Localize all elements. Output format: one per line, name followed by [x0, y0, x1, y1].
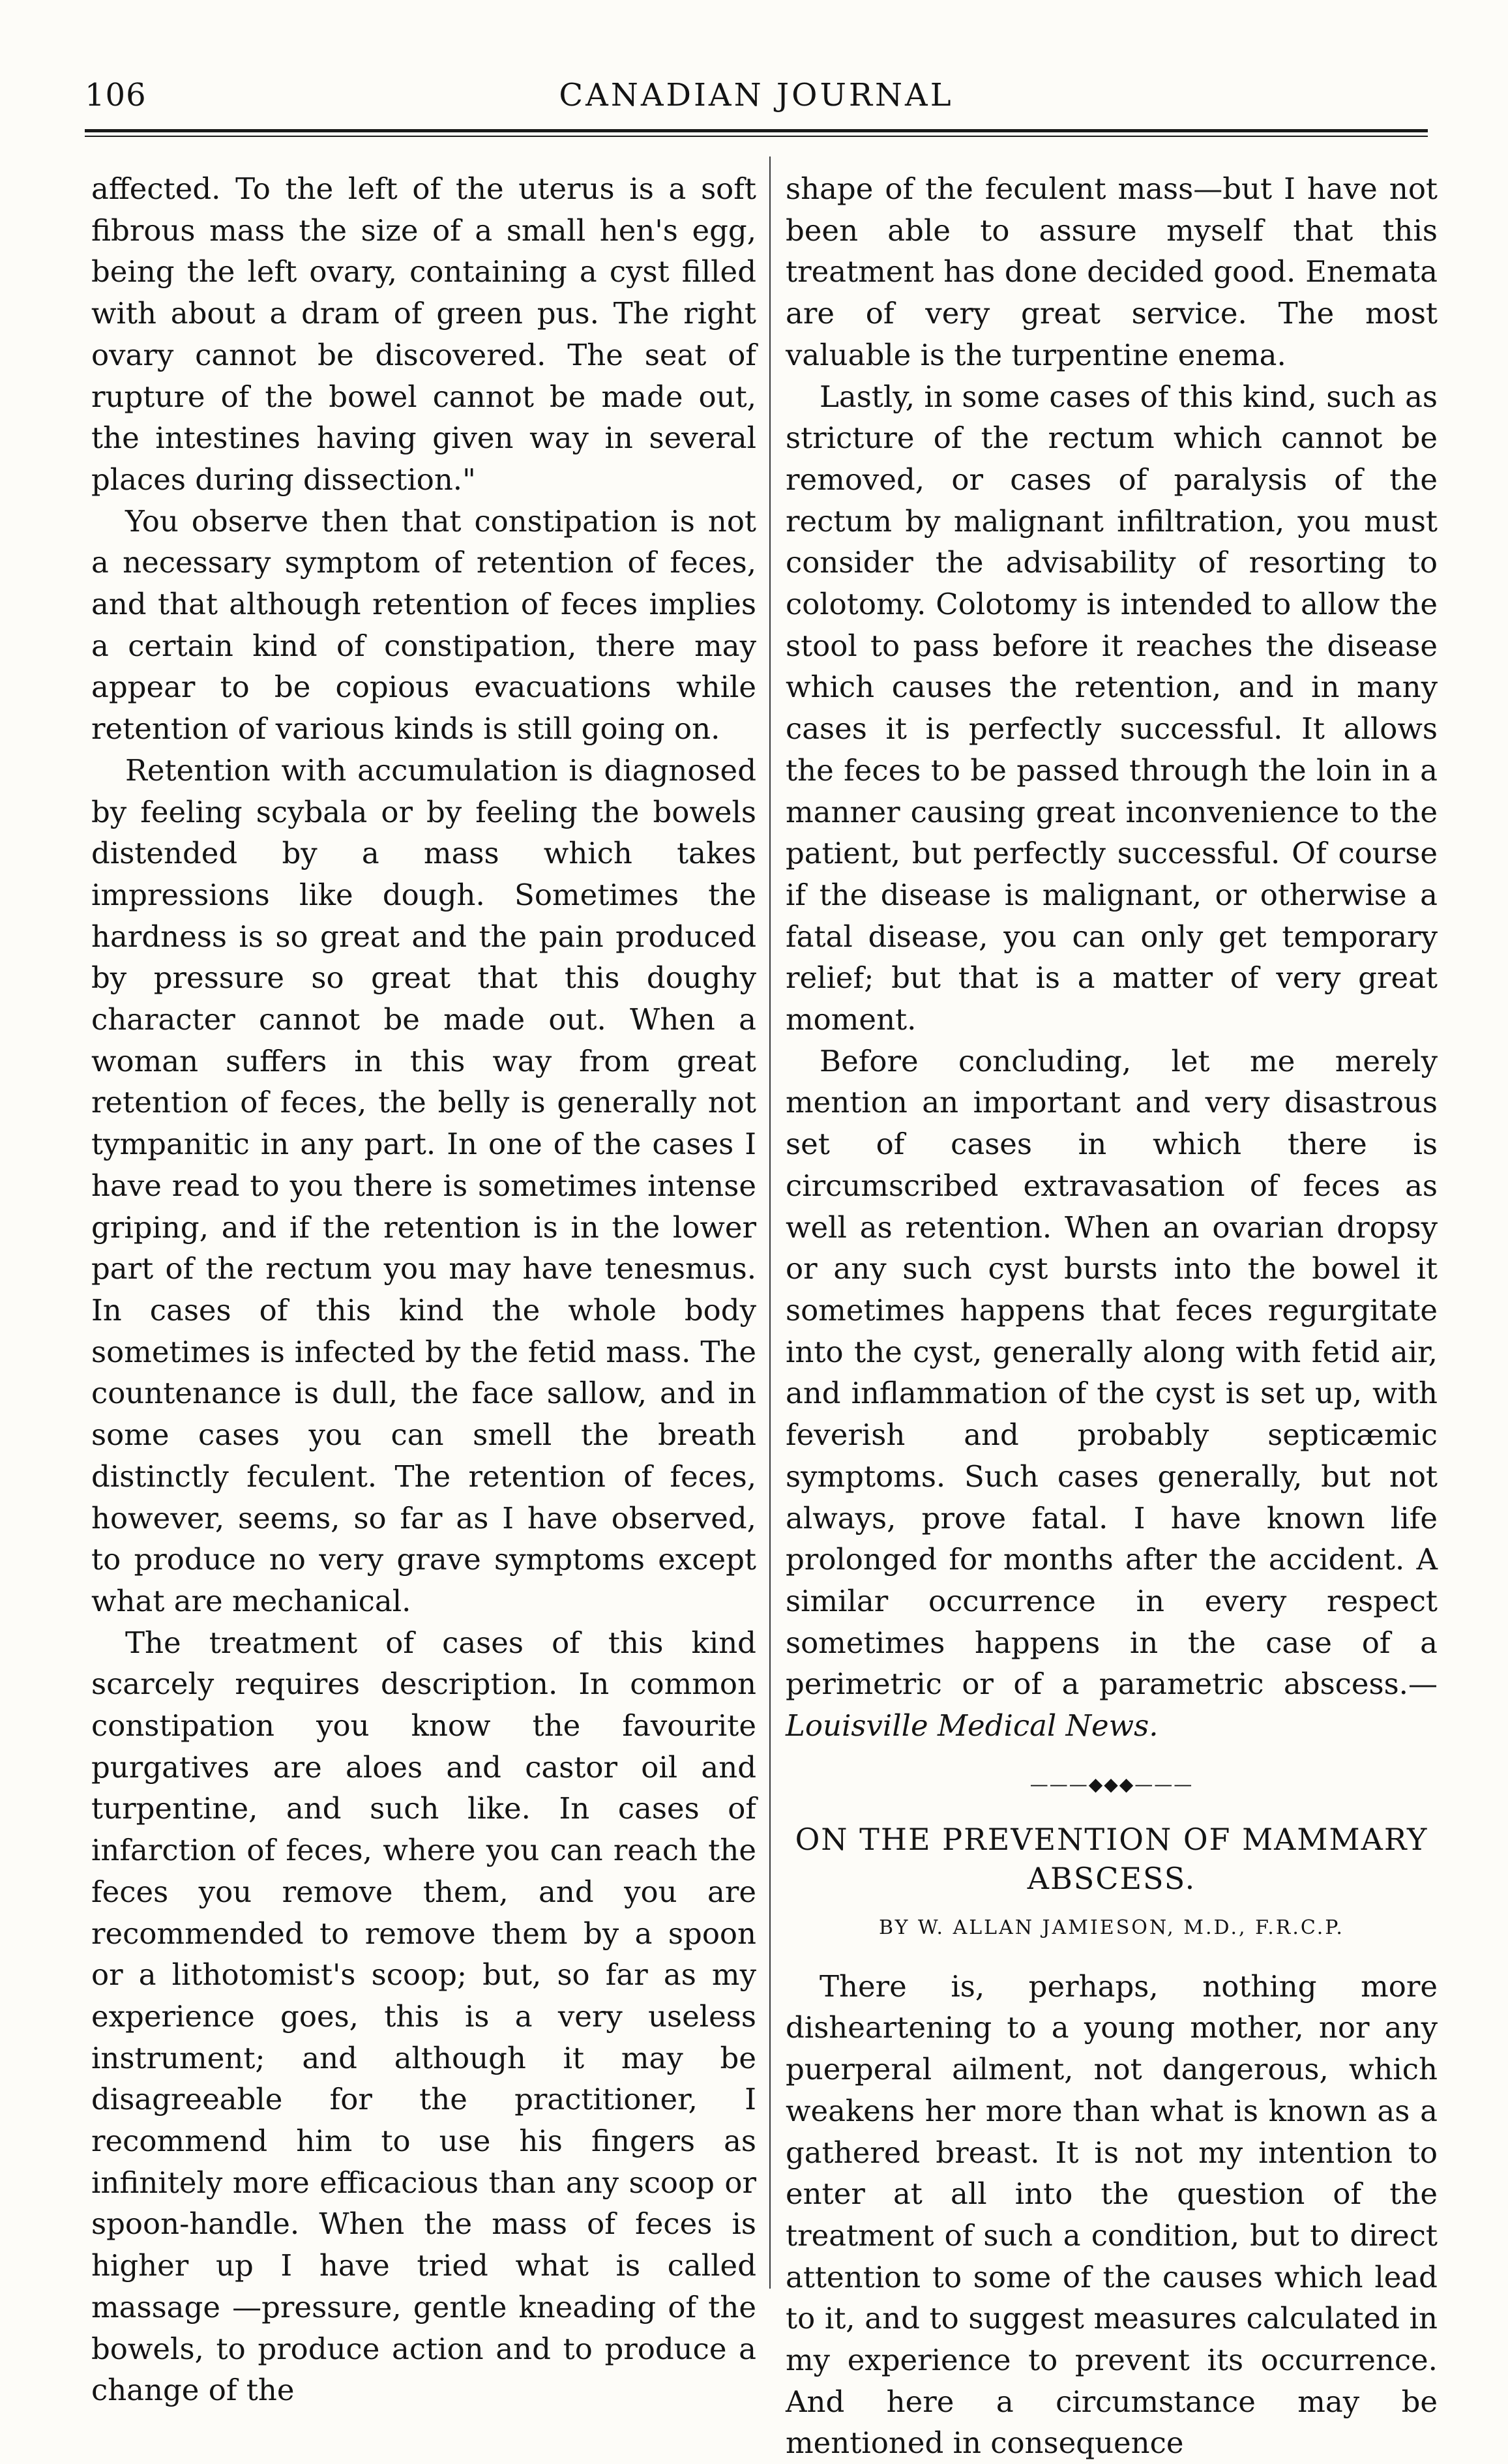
column-divider: [769, 156, 771, 2289]
header-rule: [85, 129, 1428, 132]
article-byline: BY W. ALLAN JAMIESON, M.D., F.R.C.P.: [879, 1916, 1344, 1939]
paragraph: affected. To the left of the uterus is a soft fibrous mass the size of a small hen's egg, being the left ovary, containing a cyst filled with about a dram of green pus. The right ovary cannot be discovered. The seat of rupture of the bowel cannot be made out, the intestines having given way in several places during dissection.": [91, 171, 756, 497]
right-column: [786, 168, 1438, 2464]
paragraph: There is, perhaps, nothing more disheartening to a young mother, nor any puerperal ailment, not dangerous, which weakens her more than what is known as a gathered breast. It is not my intention to enter at all into the question of the treatment of such a condition, but to direct attention to some of the causes which lead to it, and to suggest measures calculated in my experience to prevent its occurrence. And here a circumstance may be mentioned in consequence: [786, 1968, 1438, 2461]
paragraph: Lastly, in some cases of this kind, such as stricture of the rectum which cannot be removed, or cases of paralysis of the rectum by malignant infiltration, you must consider the advisability of resorting to colotomy. Colotomy is intended to allow the stool to pass before it reaches the disease which causes the retention, and in many cases it is perfectly successful. It allows the feces to be passed through the loin in a manner causing great inconvenience to the patient, but perfectly successful. Of course if the disease is malignant, or otherwise a fatal disease, you can only get temporary relief; but that is a matter of very great moment.: [786, 379, 1438, 1037]
citation: Louisville Medical News.: [786, 1708, 1159, 1744]
paragraph-text: Before concluding, let me merely mention an important and very disastrous set of cases in which there is circumscribed extravasation of feces as well as retention. When an ovarian dropsy or any such cyst bursts into the bowel it sometimes happens that feces regurgitate into the cyst, generally along with fetid air, and inflammation of the cyst is set up, with feverish and probably septicæmic symptoms. Such cases generally, but not always, prove fatal. I have known life prolonged for months after the accident. A similar occurrence in every respect sometimes happens in the case of a perimetric or of a parametric abscess.—: [786, 1043, 1438, 1702]
paragraph: Retention with accumulation is diagnosed by feeling scybala or by feeling the bowels distended by a mass which takes impressions like dough. Sometimes the hardness is so great and the pain produced by pressure so great that this doughy character cannot be made out. When a woman suffers in this way from great retention of feces, the belly is generally not tympanitic in any part. In one of the cases I have read to you there is sometimes intense griping, and if the retention is in the lower part of the rectum you may have tenesmus. In cases of this kind the whole body sometimes is infected by the fetid mass. The countenance is dull, the face sallow, and in some cases you can smell the breath distinctly feculent. The retention of feces, however, seems, so far as I have observed, to produce no very grave symptoms except what are mechanical.: [91, 752, 756, 1618]
page-header: [85, 77, 1428, 129]
paragraph: You observe then that constipation is not a necessary symptom of retention of feces, and that although retention of feces implies a certain kind of constipation, there may appear to be copious evacuations while retention of various kinds is still going on.: [91, 503, 756, 747]
article-heading: ON THE PREVENTION OF MAMMARY ABSCESS.: [795, 1821, 1428, 1896]
paragraph: shape of the feculent mass—but I have not been able to assure myself that this treatment has done decided good. Enemata are of very great service. The most valuable is the turpentine enema.: [786, 171, 1438, 372]
page-number: 106: [85, 77, 147, 113]
section-ornament: ———◆◆◆———: [1029, 1773, 1194, 1795]
left-column: [91, 168, 756, 2411]
paragraph: [786, 1041, 1438, 1747]
header-rule-thin: [85, 136, 1428, 137]
paragraph: The treatment of cases of this kind scarcely requires description. In common constipation you know the favourite purgatives are aloes and castor oil and turpentine, and such like. In cases of infarction of feces, where you can reach the feces you remove them, and you are recommended to remove them by a spoon or a lithotomist's scoop; but, so far as my experience goes, this is a very useless instrument; and although it may be disagreeable for the practitioner, I recommend him to use his fingers as infinitely more efficacious than any scoop or spoon-handle. When the mass of feces is higher up I have tried what is called massage —pressure, gentle kneading of the bowels, to produce action and to produce a change of the: [91, 1625, 756, 2408]
running-title: CANADIAN JOURNAL: [559, 77, 954, 113]
